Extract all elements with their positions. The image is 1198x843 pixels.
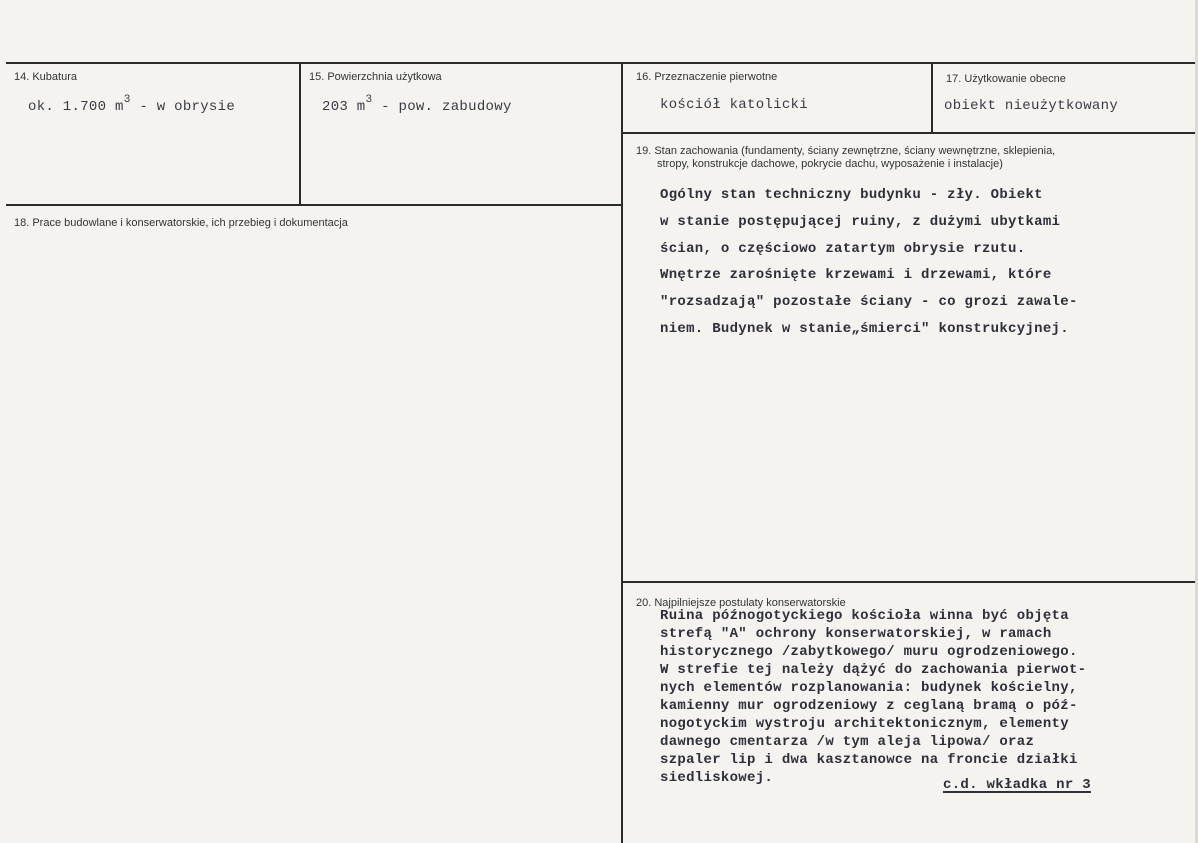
field-20-line: dawnego cmentarza /w tym aleja lipowa/ oraz bbox=[660, 734, 1035, 750]
field-20-line: strefą "A" ochrony konserwatorskiej, w ramach bbox=[660, 626, 1052, 642]
field-20-line: Ruina późnogotyckiego kościoła winna być objęta bbox=[660, 608, 1069, 624]
field-17-label: 17. Użytkowanie obecne bbox=[946, 73, 1066, 85]
field-19-line: Wnętrze zarośnięte krzewami i drzewami, które bbox=[660, 267, 1052, 284]
field-20-line: siedliskowej. bbox=[660, 770, 774, 786]
field-16-label: 16. Przeznaczenie pierwotne bbox=[636, 71, 778, 83]
field-20-line: szpaler lip i dwa kasztanowce na froncie działki bbox=[660, 752, 1078, 768]
field-17-value: obiekt nieużytkowany bbox=[944, 98, 1119, 114]
field-20-line: historycznego /zabytkowego/ muru ogrodzeniowego. bbox=[660, 644, 1078, 660]
center-divider bbox=[621, 62, 623, 843]
field-19-line: ścian, o częściowo zatartym obrysie rzutu. bbox=[660, 240, 1026, 257]
field-20-label: 20. Najpilniejsze postulaty konserwatorskie bbox=[636, 597, 846, 609]
divider-16-17 bbox=[931, 62, 933, 134]
field-15-value-exponent: 3 bbox=[365, 94, 373, 106]
field-15-label: 15. Powierzchnia użytkowa bbox=[309, 71, 442, 83]
divider-14-15 bbox=[299, 62, 301, 206]
field-19-label-line: 19. Stan zachowania (fundamenty, ściany zewnętrzne, ściany wewnętrzne, sklepienia, bbox=[636, 145, 1056, 157]
field-14-value-exponent: 3 bbox=[123, 94, 131, 106]
field-14-value-suffix: - w obrysie bbox=[130, 99, 236, 115]
field-19-line: Ogólny stan techniczny budynku - zły. Obiekt bbox=[660, 187, 1043, 203]
field-20-line: W strefie tej należy dążyć do zachowania pierwot- bbox=[660, 662, 1087, 678]
field-20-line: kamienny mur ogrodzeniowy z ceglaną bramą o póź- bbox=[660, 698, 1078, 714]
field-19-line: niem. Budynek w stanie„śmierci" konstrukcyjnej. bbox=[660, 320, 1069, 337]
continuation-note: c.d. wkładka nr 3 bbox=[943, 777, 1091, 793]
field-14-label: 14. Kubatura bbox=[14, 71, 77, 83]
field-15-value-main: 203 m bbox=[322, 99, 366, 115]
field-14-value-main: ok. 1.700 m bbox=[28, 99, 124, 115]
rule-under-14-15 bbox=[6, 204, 623, 206]
field-15-value bbox=[322, 94, 512, 115]
field-20-line: nogotyckim wystroju architektonicznym, elementy bbox=[660, 716, 1069, 732]
field-15-value-suffix: - pow. zabudowy bbox=[372, 99, 512, 115]
field-19-text bbox=[660, 182, 1078, 343]
field-14-value bbox=[28, 94, 236, 115]
top-rule bbox=[6, 62, 1196, 64]
rule-above-20 bbox=[621, 581, 1196, 583]
rule-under-16-17 bbox=[621, 132, 1196, 134]
field-20-text bbox=[660, 607, 1086, 787]
field-16-value: kościół katolicki bbox=[660, 97, 808, 113]
field-18-label: 18. Prace budowlane i konserwatorskie, ich przebieg i dokumentacja bbox=[14, 217, 348, 229]
field-19-label bbox=[636, 145, 1055, 171]
field-20-line: nych elementów rozplanowania: budynek kościelny, bbox=[660, 680, 1078, 696]
field-19-line: w stanie postępującej ruiny, z dużymi ubytkami bbox=[660, 213, 1061, 230]
field-19-label-line: stropy, konstrukcje dachowe, pokrycie dachu, wyposażenie i instalacje) bbox=[657, 158, 1003, 170]
field-19-line: "rozsadzają" pozostałe ściany - co grozi zawale- bbox=[660, 294, 1078, 311]
